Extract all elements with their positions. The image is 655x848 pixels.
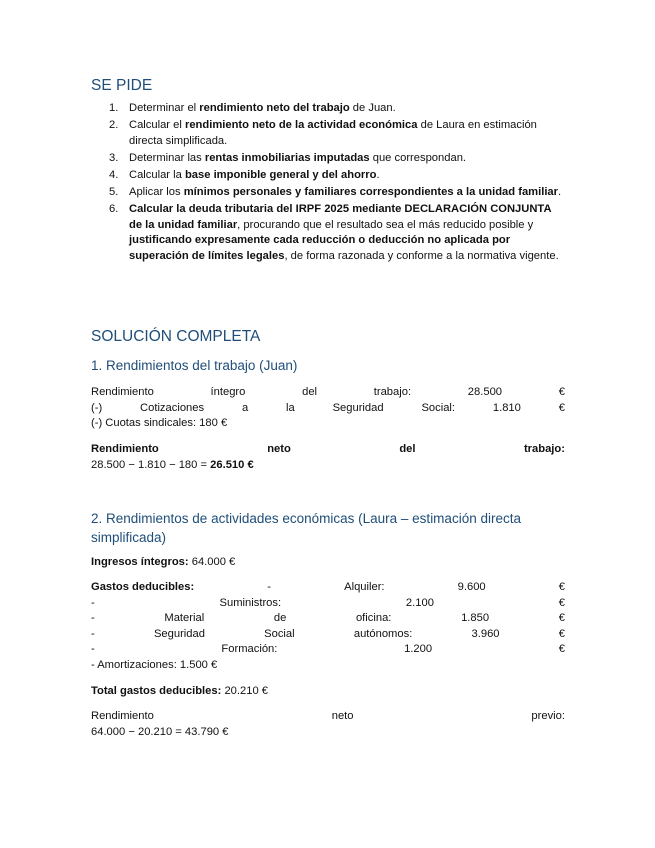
list-item-text: justificando expresamente cada reducción o deducción no aplicada por superación de límites legales [129,234,511,262]
label-word: neto [331,710,354,722]
line-word: de [273,612,287,625]
line-word: del [302,386,318,398]
list-item [109,202,565,264]
line-word: - [91,643,95,656]
line-word: 3.960 [471,627,500,640]
line-word: € [558,612,565,625]
list-item [109,101,565,117]
list-item-number: 3. [109,151,119,164]
line-word: - [91,596,95,609]
total-gastos-value: 20.210 € [221,685,269,697]
line-word: - [267,581,272,593]
line-word: - [91,627,95,640]
line-word: (-) [91,401,103,414]
gasto-line [91,611,565,627]
line-word: € [558,401,565,414]
line-word: € [558,643,565,656]
list-item-number: 2. [109,119,119,132]
gasto-line [91,642,565,658]
line-word: Material [164,612,205,625]
gastos-lines [91,596,565,658]
list-item-text: Determinar el [129,102,200,114]
line-word: la [286,401,295,414]
list-item-text: mínimos personales y familiares correspondientes a la unidad familiar [183,185,559,198]
line-word: trabajo: [373,386,412,398]
label-word: previo: [531,710,565,722]
cotizaciones-line [91,401,565,417]
list-item-text: de Juan. [349,102,396,114]
line-word: Seguridad [153,627,205,640]
list-item-number: 1. [109,102,119,114]
trabajo-block [91,385,565,432]
line-word: 1.850 [461,612,490,625]
list-item-text: , procurando que el resultado sea el más reducido posible y [237,218,534,231]
list-item-number: 6. [109,203,119,216]
list-item-text: rendimiento neto del trabajo [199,102,350,114]
amortizaciones-line: - Amortizaciones: 1.500 € [91,658,218,671]
se-pide-heading: SE PIDE [91,77,153,94]
list-item-text: . [376,168,380,181]
list-item-text: , de forma razonada y conforme a la normativa vigente. [284,249,559,262]
line-word: Rendimiento [91,386,154,398]
line-word: Social: [421,401,456,414]
line-word: 1.200 [404,643,433,656]
cuotas-line: (-) Cuotas sindicales: 180 € [91,417,228,430]
section-1-title: 1. Rendimientos del trabajo (Juan) [91,358,298,373]
gasto-line [91,596,565,612]
gasto-line [91,627,565,643]
line-word: 9.600 [457,581,486,593]
rendimiento-neto-label [91,442,565,458]
label-word: Rendimiento [91,710,154,722]
line-word: autónomos: [353,627,413,640]
line-word: Suministros: [219,596,282,609]
list-item-text: base imponible general y del ahorro [184,168,377,181]
list-item-text: rentas inmobiliarias imputadas [204,151,370,164]
se-pide-list [109,101,565,266]
line-word: a [241,401,249,414]
list-item [109,185,565,201]
list-item-text: de Laura en estimación directa simplificada. [129,119,537,147]
line-word: € [558,627,565,640]
line-word: € [558,386,565,398]
rendimiento-previo-calc: 64.000 − 20.210 = 43.790 € [91,725,229,738]
solucion-heading: SOLUCIÓN COMPLETA [91,328,261,345]
list-item-text: que correspondan. [369,151,467,164]
line-word: Social [264,627,295,640]
label-word: neto [267,443,291,455]
line-word: € [558,596,565,609]
line-word: € [558,581,565,593]
rendimiento-previo-block [91,709,565,740]
rendimiento-neto-result: 26.510 € [210,458,254,471]
label-word: trabajo: [523,443,565,455]
section-2-title: 2. Rendimientos de actividades económicas (Laura – estimación directa simplificada) [91,511,521,545]
list-item-number: 4. [109,168,119,181]
line-word: Seguridad [332,401,384,414]
rendimiento-previo-label [91,709,565,725]
list-item-text: rendimiento neto de la actividad económica [184,119,418,132]
ingresos-line [91,555,565,571]
list-item-number: 5. [109,185,119,198]
line-word: - [91,612,95,625]
line-word: 1.810 [492,401,521,414]
rendimiento-neto-block [91,442,565,473]
list-item [109,168,565,184]
rendimiento-integro-line [91,385,565,401]
line-word: íntegro [210,386,246,398]
list-item-text: Aplicar los [129,185,184,198]
list-item-text: Determinar las [129,151,205,164]
list-item-text: Calcular la deuda tributaria del IRPF 2025 mediante DECLARACIÓN CONJUNTA de la unidad familiar [129,203,552,231]
ingresos-label: Ingresos íntegros: [91,556,189,568]
list-item-text: Calcular la [129,168,185,181]
ingresos-value: 64.000 € [188,556,236,568]
total-gastos-label: Total gastos deducibles: [91,685,222,697]
gastos-alquiler-line [91,580,565,596]
label-word: Rendimiento [91,443,159,455]
label-word: del [399,443,416,455]
line-word: 2.100 [405,596,434,609]
line-word: Formación: [221,643,278,656]
total-gastos-line [91,684,565,700]
line-word: Alquiler: [344,581,385,593]
list-item-text: . [558,185,562,198]
list-item [109,151,565,167]
line-word: Cotizaciones [140,401,205,414]
list-item [109,118,565,149]
line-word: oficina: [355,612,392,625]
rendimiento-neto-calc: 28.500 − 1.810 − 180 = 26.510 € [91,458,254,471]
gastos-block [91,580,565,674]
gastos-deducibles-label: Gastos deducibles: [91,581,195,593]
line-word: 28.500 [467,386,503,398]
list-item-text: Calcular el [129,119,185,132]
